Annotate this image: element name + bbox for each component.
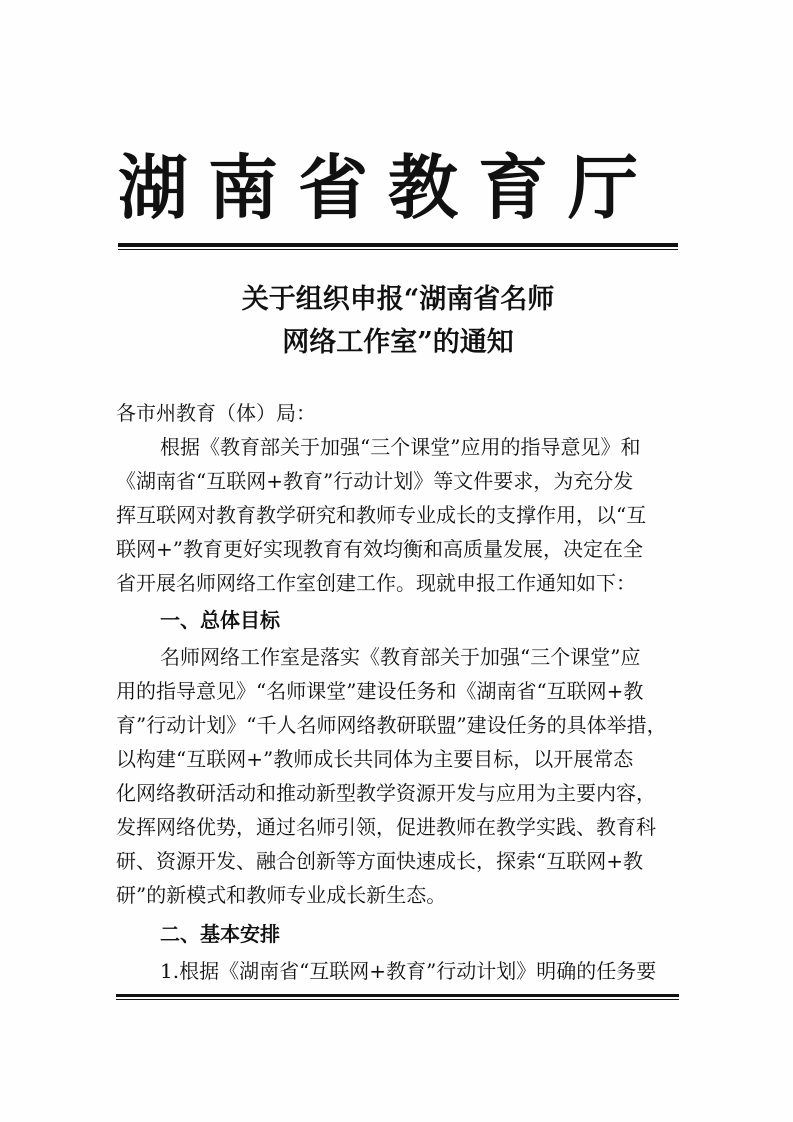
- notice-title-line-1: 关于组织申报“湖南省名师: [241, 284, 555, 315]
- footer-rule-thin: [116, 999, 679, 1000]
- section1-line: 发挥网络优势，通过名师引领，促进教师在教学实践、教育科: [116, 815, 656, 839]
- header-rule-thick: [118, 243, 678, 247]
- section1-line: 名师网络工作室是落实《教育部关于加强“三个课堂”应: [160, 645, 641, 669]
- intro-line: 《湖南省“互联网+教育”行动计划》等文件要求，为充分发: [116, 469, 634, 493]
- section1-line: 用的指导意见》“名师课堂”建设任务和《湖南省“互联网+教: [116, 679, 644, 703]
- salutation: 各市州教育（体）局：: [116, 401, 316, 425]
- notice-title-line-2: 网络工作室”的通知: [282, 327, 514, 358]
- section-heading-goals: 一、总体目标: [160, 608, 280, 632]
- footer-rule-thick: [116, 994, 679, 997]
- section1-line: 研、资源开发、融合创新等方面快速成长，探索“互联网+教: [116, 849, 643, 873]
- intro-line: 根据《教育部关于加强“三个课堂”应用的指导意见》和: [160, 435, 641, 459]
- section1-line: 研”的新模式和教师专业成长新生态。: [116, 883, 447, 907]
- section1-line: 化网络教研活动和推动新型教学资源开发与应用为主要内容，: [116, 781, 656, 805]
- header-rule-thin: [118, 249, 678, 250]
- section-heading-arrangements: 二、基本安排: [160, 922, 280, 946]
- section1-line: 以构建“互联网+”教师成长共同体为主要目标，以开展常态: [116, 747, 634, 771]
- agency-header-title: 湖南省教育厅: [118, 147, 658, 229]
- section1-line: 育”行动计划》“千人名师网络教研联盟”建设任务的具体举措，: [116, 713, 667, 737]
- intro-line: 联网+”教育更好实现教育有效均衡和高质量发展，决定在全: [116, 537, 643, 561]
- intro-line: 省开展名师网络工作室创建工作。现就申报工作通知如下：: [116, 571, 636, 595]
- section2-line: 1.根据《湖南省“互联网+教育”行动计划》明确的任务要: [160, 959, 657, 983]
- intro-line: 挥互联网对教育教学研究和教师专业成长的支撑作用，以“互: [116, 503, 647, 527]
